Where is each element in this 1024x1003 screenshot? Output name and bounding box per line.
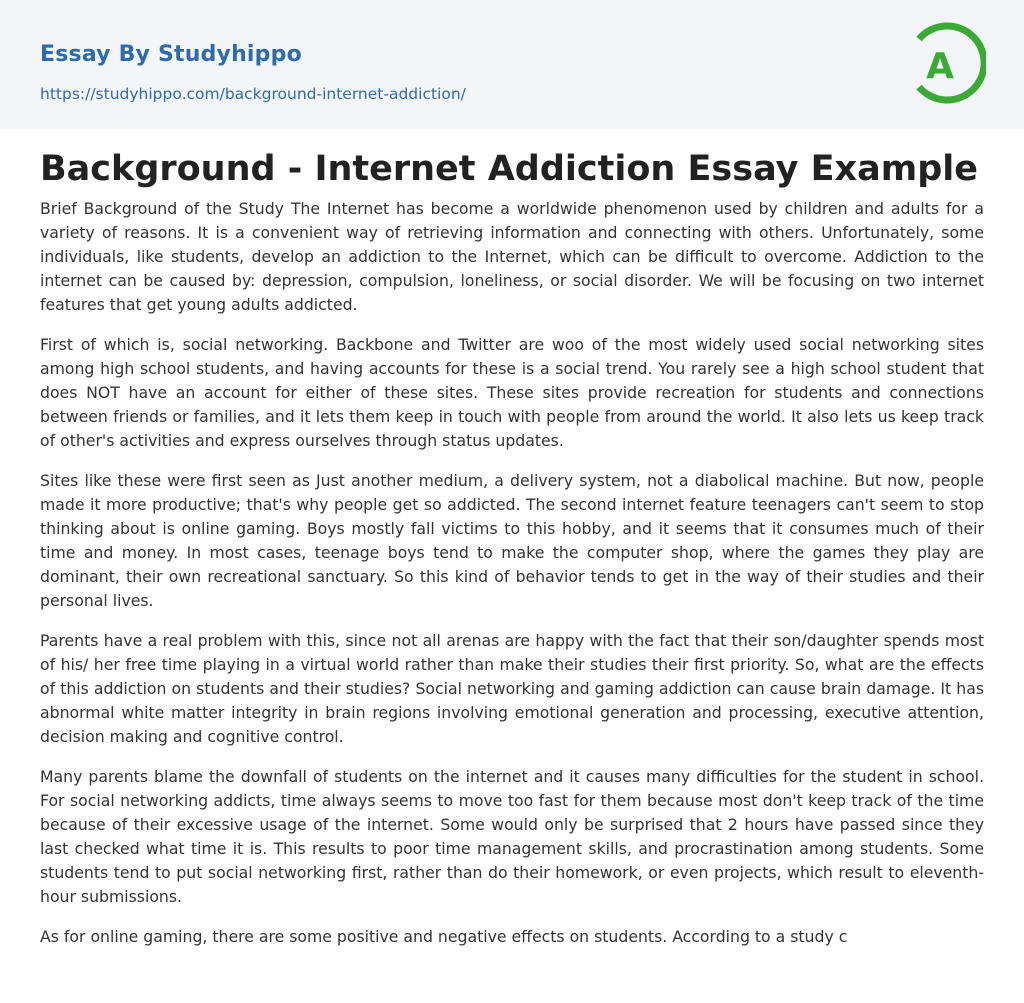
essay-paragraph: Brief Background of the Study The Internet has become a worldwide phenomenon used by children and adults for a variety of reasons. It is a convenient way of retrieving information and connecting with others. Unfortunately, some individuals, like students, develop an addiction to the Internet, which can be difficult to overcome. Addiction to the internet can be caused by: depression, compulsion, loneliness, or social disorder. We will be focusing on two internet features that get young adults addicted. <box>40 199 984 314</box>
site-header <box>0 0 1024 129</box>
essay-paragraph-truncated: As for online gaming, there are some positive and negative effects on students. According to a study c <box>40 927 848 946</box>
source-url-link[interactable]: https://studyhippo.com/background-internet-addiction/ <box>40 85 466 103</box>
essay-paragraph: Parents have a real problem with this, since not all arenas are happy with the fact that their son/daughter spends most of his/ her free time playing in a virtual world rather than make their studies their first priority. So, what are the effects of this addiction on students and their studies? Social networking and gaming addiction can cause brain damage. It has abnormal white matter integrity in brain regions involving emotional generation and processing, executive attention, decision making and cognitive control. <box>40 631 984 746</box>
studyhippo-logo-icon[interactable] <box>912 20 986 106</box>
essay-paragraph: Sites like these were first seen as Just another medium, a delivery system, not a diabolical machine. But now, people made it more productive; that's why people get so addicted. The second internet feature teenagers can't seem to stop thinking about is online gaming. Boys mostly fall victims to this hobby, and it seems that it consumes much of their time and money. In most cases, teenage boys tend to make the computer shop, where the games they play are dominant, their own recreational sanctuary. So this kind of behavior tends to get in the way of their studies and their personal lives. <box>40 471 984 610</box>
page-title: Background - Internet Addiction Essay Example <box>40 149 978 189</box>
essay-content <box>40 146 984 965</box>
essay-paragraph: Many parents blame the downfall of students on the internet and it causes many difficulties for the student in school. For social networking addicts, time always seems to move too fast for them because most don't keep track of the time because of their excessive usage of the internet. Some would only be surprised that 2 hours have passed since they last checked what time it is. This results to poor time management skills, and procrastination among students. Some students tend to put social networking first, rather than do their homework, or even projects, which result to eleventh-hour submissions. <box>40 767 984 906</box>
logo-letter: A <box>926 46 954 87</box>
essay-paragraph: First of which is, social networking. Backbone and Twitter are woo of the most widely used social networking sites among high school students, and having accounts for these is a social trend. You rarely see a high school student that does NOT have an account for either of these sites. These sites provide recreation for students and connections between friends or families, and it lets them keep in touch with people from around the world. It also lets us keep track of other's activities and express ourselves through status updates. <box>40 335 984 450</box>
brand-title[interactable]: Essay By Studyhippo <box>40 42 302 67</box>
